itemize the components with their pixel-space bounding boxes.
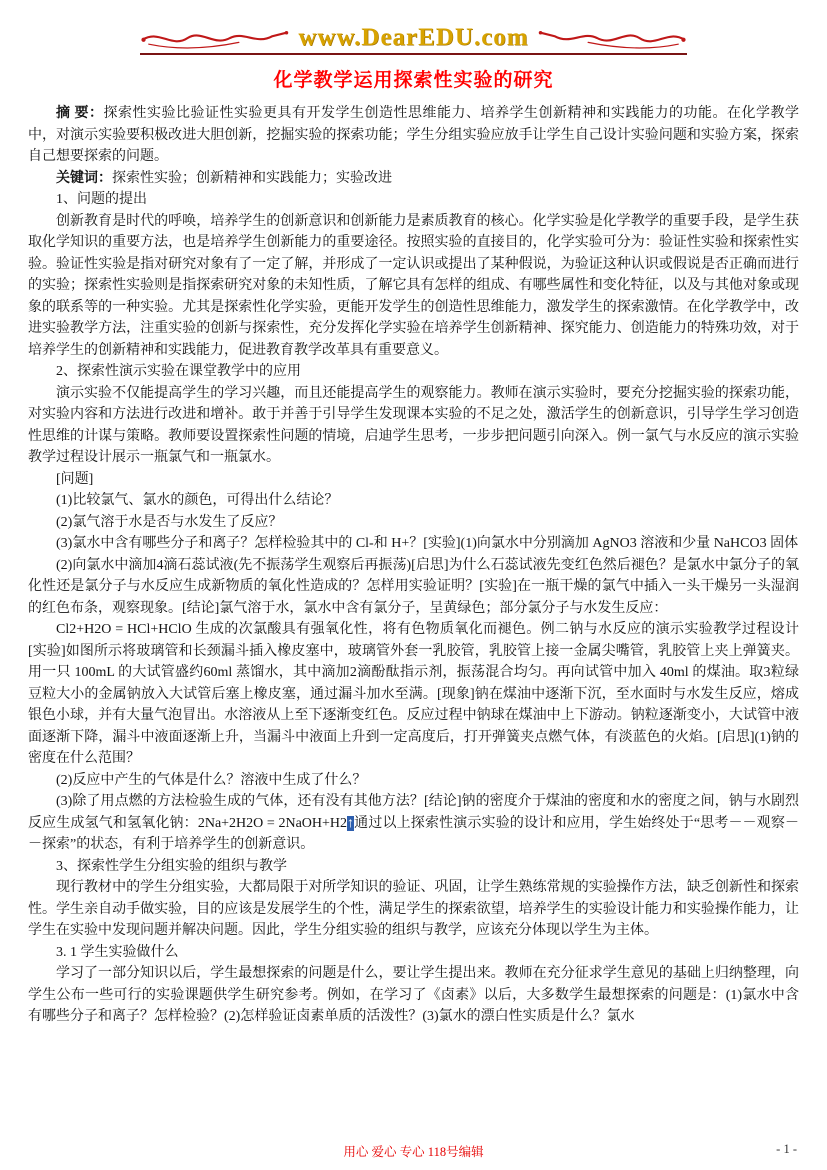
paragraph-text: (1)比较氯气、氯水的颜色，可得出什么结论？	[56, 493, 339, 508]
paragraph	[28, 856, 799, 878]
paragraph-text: 1、问题的提出	[56, 192, 147, 207]
paragraph	[28, 770, 799, 792]
paragraph-text: (3)除了用点燃的方法检验生成的气体，还有没有其他方法？[结论]钠的密度介于煤油的密度和水的密度之间，钠与水剧烈反应生成氢气和氢氧化钠：2Na+2H2O = 2NaOH+H2	[28, 794, 799, 831]
document-title: 化学教学运用探索性实验的研究	[273, 70, 554, 91]
paragraph	[28, 512, 799, 534]
paragraph	[28, 211, 799, 362]
flourish-right-icon	[537, 26, 687, 50]
document-body	[28, 103, 799, 1028]
paragraph	[28, 103, 799, 168]
paragraph-text: 创新教育是时代的呼唤，培养学生的创新意识和创新能力是素质教育的核心。化学实验是化学教学的重要手段，是学生获取化学知识的重要方法，也是培养学生创新能力的重要途径。按照实验的直接目的，化学实验可分为：验证性实验和探索性实验。验证性实验是指对研究对象有了一定了解，并形成了一定认识或提出了某种假说，为验证这种认识或假说是否正确而进行的实验；探索性实验则是指探索研究对象的未知性质，了解它具有怎样的组成、有哪些属性和变化特征，以及与其他对象或现象的联系等的一种实验。尤其是探索性化学实验，更能开发学生的创造性思维能力，激发学生的探索激情。在化学教学中，改进实验教学方法，注重实验的创新与探索性，充分发挥化学实验在培养学生创新精神、探究能力、创造能力的特殊功效，对于培养学生的创新精神和实践能力，促进教育教学改革具有重要意义。	[28, 213, 799, 358]
site-header-rule	[140, 24, 686, 55]
paragraph-text: Cl2+H2O = HCl+HClO 生成的次氯酸具有强氧化性，将有色物质氧化而褪色。例二钠与水反应的演示实验教学过程设计[实验]如图所示将玻璃管和长颈漏斗插入橡皮塞中，玻璃管外套一乳胶管，乳胶管上接一金属尖嘴管，乳胶管上夹上弹簧夹。用一只 100mL 的大试管盛约60ml 蒸馏水，其中滴加2滴酚酞指示剂，振荡混合均匀。再向试管中加入 40ml 的煤油。取3粒绿豆粒大小的金属钠放入大试管后塞上橡皮塞，通过漏斗加水至满。[现象]钠在煤油中逐渐下沉，至水面时与水发生反应，熔成银色小球，并有大量气泡冒出。水溶液从上至下逐渐变红色。反应过程中钠球在煤油中上下游动。钠粒逐渐变小，大试管中液面逐渐下降，漏斗中液面逐渐上升，当漏斗中液面上升到一定高度后，打开弹簧夹点燃气体，有淡蓝色的火焰。[启思](1)钠的密度在什么范围？	[28, 622, 799, 766]
paragraph-text: [问题]	[56, 471, 94, 487]
paragraph-text: (2)氯气溶于水是否与水发生了反应？	[56, 514, 283, 530]
paragraph-text: (2)向氯水中滴加4滴石蕊试液(先不振荡学生观察后再振荡)[启思]为什么石蕊试液先变红色然后褪色？是氯水中氯分子的氧化性还是氯分子与水反应生成新物质的氧化性造成的？怎样用实验证明？[实验]在一瓶干燥的氯气中插入一头干燥另一头湿润的红色布条，观察现象。[结论]氯气溶于水，氯水中含有氯分子，呈黄绿色；部分氯分子与水发生反应：	[28, 557, 799, 616]
paragraph	[28, 361, 799, 383]
paragraph-text: 探索性实验；创新精神和实践能力；实验改进	[112, 170, 392, 186]
footer-motto: 用心 爱心 专心 118号编辑	[343, 1145, 484, 1159]
page-number: - 1 -	[776, 1142, 797, 1156]
paragraph	[28, 189, 799, 211]
flourish-left-icon	[140, 26, 290, 50]
paragraph-text: 2、探索性演示实验在课堂教学中的应用	[56, 364, 301, 379]
paragraph	[28, 469, 799, 491]
site-header	[28, 0, 799, 55]
paragraph-lead: 关键词：	[56, 170, 112, 186]
paragraph	[28, 877, 799, 942]
paragraph-text: 现行教材中的学生分组实验，大都局限于对所学知识的验证、巩固，让学生熟练常规的实验操作方法，缺乏创新性和探索性。学生亲自动手做实验，目的应该是发展学生的个性，满足学生的探索欲望，培养学生的实验设计能力和实验操作能力，让学生在实验中发现问题并解决问题。因此，学生分组实验的组织与教学，应该充分体现以学生为主体。	[28, 880, 799, 938]
paragraph	[28, 533, 799, 555]
paragraph	[28, 942, 799, 964]
paragraph-text: 探索性实验比验证性实验更具有开发学生创造性思维能力、培养学生创新精神和实践能力的功能。在化学教学中，对演示实验要积极改进大胆创新，挖掘实验的探索功能；学生分组实验应放手让学生自己设计实验问题和实验方案，探索自己想要探索的问题。	[28, 106, 799, 164]
paragraph	[28, 490, 799, 512]
paragraph-text: 3. 1 学生实验做什么	[56, 944, 179, 960]
paragraph-text: (2)反应中产生的气体是什么？溶液中生成了什么？	[56, 772, 367, 788]
paragraph	[28, 791, 799, 856]
paragraph-text: 学习了一部分知识以后，学生最想探索的问题是什么，要让学生提出来。教师在充分征求学生意见的基础上归纳整理，向学生公布一些可行的实验课题供学生研究参考。例如，在学习了《卤素》以后，大多数学生最想探索的问题是：(1)氯水中含有哪些分子和离子？怎样检验？(2)怎样验证卤素单质的活泼性？(3)氯水的漂白性实质是什么？氯水	[28, 966, 799, 1024]
paragraph-lead: 摘 要：	[56, 106, 104, 121]
paragraph	[28, 963, 799, 1028]
paragraph-text: (3)氯水中含有哪些分子和离子？怎样检验其中的 Cl-和 H+？[实验](1)向氯水中分别滴加 AgNO3 溶液和少量 NaHCO3 固体	[56, 536, 799, 551]
page-footer	[28, 1142, 799, 1160]
paragraph	[28, 383, 799, 469]
site-logo-text: www.DearEDU.com	[298, 24, 529, 51]
selected-text: ↑	[347, 815, 355, 831]
paragraph-text: 通过以上探索性演示实验的设计和应用，学生始终处于“思考－－观察－－探索”的状态，有利于培养学生的创新意识。	[28, 815, 799, 852]
paragraph	[28, 168, 799, 190]
paragraph-text: 演示实验不仅能提高学生的学习兴趣，而且还能提高学生的观察能力。教师在演示实验时，要充分挖掘实验的探索功能，对实验内容和方法进行改进和增补。敢于并善于引导学生发现课本实验的不足之处，激活学生的创新意识，引导学生学习创造性思维的计谋与策略。教师要设置探索性问题的情境，启迪学生思考，一步步把问题引向深入。例一氯气与水反应的演示实验教学过程设计展示一瓶氯气和一瓶氯水。	[28, 385, 799, 465]
paragraph	[28, 619, 799, 770]
paragraph	[28, 555, 799, 620]
paragraph-text: 3、探索性学生分组实验的组织与教学	[56, 858, 287, 874]
